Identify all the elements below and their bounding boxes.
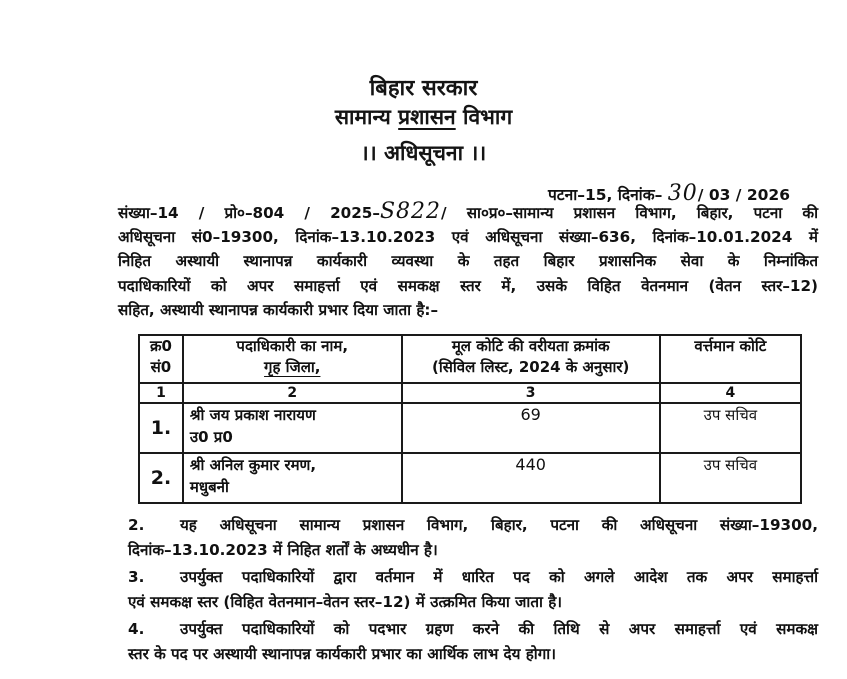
place-date-label: पटना–15, दिनांक– bbox=[548, 186, 663, 204]
paragraph-line: यह अधिसूचना सामान्य प्रशासन विभाग, बिहार, पटना की अधिसूचना संख्या–19300, bbox=[180, 516, 818, 534]
serial-number: 2. bbox=[139, 453, 183, 503]
paragraph-line: निहित अस्थायी स्थानापन्न कार्यकारी व्यवस्था के तहत बिहार प्रशासनिक सेवा के निम्नांकित bbox=[118, 252, 818, 271]
paragraph-number: 2. bbox=[128, 516, 145, 534]
header-officer-name: पदाधिकारी का नाम, गृह जिला, bbox=[183, 335, 402, 383]
table-header-row bbox=[139, 335, 801, 383]
paragraph-number: 4. bbox=[128, 620, 145, 638]
seniority-number: 440 bbox=[402, 453, 660, 503]
paragraph-line: स्तर के पद पर अस्थायी स्थानापन्न कार्यकारी प्रभार का आर्थिक लाभ देय होगा। bbox=[128, 644, 556, 663]
officer-name: श्री अनिल कुमार रमण, bbox=[189, 456, 317, 474]
home-district: मधुबनी bbox=[189, 478, 229, 496]
table-row bbox=[139, 453, 801, 503]
seniority-number: 69 bbox=[402, 403, 660, 453]
column-number: 1 bbox=[139, 383, 183, 403]
reference-prefix: संख्या–14 / प्रो०–804 / 2025– bbox=[118, 204, 380, 222]
paragraph-1 bbox=[118, 200, 818, 322]
government-name: बिहार सरकार bbox=[369, 76, 478, 101]
current-cadre: उप सचिव bbox=[660, 403, 801, 453]
paragraph-line: उपर्युक्त पदाधिकारियों द्वारा वर्तमान में धारित पद को अगले आदेश तक अपर समाहर्त्ता bbox=[180, 568, 818, 586]
header-seniority: मूल कोटि की वरीयता क्रमांक (सिविल लिस्ट, 2024 के अनुसार) bbox=[402, 335, 660, 383]
department-underlined: प्रशासन bbox=[398, 105, 456, 129]
department-prefix: सामान्य bbox=[334, 105, 391, 129]
serial-number: 1. bbox=[139, 403, 183, 453]
paragraph-4 bbox=[128, 617, 818, 666]
header-current-cadre: वर्त्तमान कोटि bbox=[660, 335, 801, 383]
home-district: उ0 प्र0 bbox=[189, 428, 233, 446]
column-number: 4 bbox=[660, 383, 801, 403]
officer-name: श्री जय प्रकाश नारायण bbox=[189, 406, 316, 424]
officer-cell bbox=[183, 403, 402, 453]
paragraph-number: 3. bbox=[128, 568, 145, 586]
column-number: 2 bbox=[183, 383, 402, 403]
notification-title: ।। अधिसूचना ।। bbox=[360, 141, 487, 165]
reference-suffix: / सा०प्र०–सामान्य प्रशासन विभाग, बिहार, पटना की bbox=[441, 204, 818, 222]
table-row bbox=[139, 403, 801, 453]
handwritten-date: 30 bbox=[667, 181, 698, 206]
header-serial: क्र0 सं0 bbox=[139, 335, 183, 383]
department-name bbox=[0, 103, 847, 131]
department-suffix: विभाग bbox=[463, 105, 513, 129]
column-number: 3 bbox=[402, 383, 660, 403]
paragraph-line: अधिसूचना सं0–19300, दिनांक–13.10.2023 एवं अधिसूचना संख्या–636, दिनांक–10.01.2024 में bbox=[118, 228, 818, 247]
paragraph-line: दिनांक–13.10.2023 में निहित शर्तों के अध्यधीन है। bbox=[128, 540, 438, 559]
reference-line bbox=[118, 200, 818, 225]
column-number-row bbox=[139, 383, 801, 403]
date-rest: / 03 / 2026 bbox=[697, 186, 790, 204]
paragraph-2 bbox=[128, 513, 818, 562]
paragraph-line: एवं समकक्ष स्तर (विहित वेतनमान–वेतन स्तर–12) में उत्क्रमित किया जाता है। bbox=[128, 592, 563, 611]
paragraph-line: पदाधिकारियों को अपर समाहर्त्ता एवं समकक्ष स्तर में, उसके विहित वेतनमान (वेतन स्तर–12) bbox=[118, 276, 818, 295]
officer-cell bbox=[183, 453, 402, 503]
officers-table bbox=[138, 334, 802, 504]
current-cadre: उप सचिव bbox=[660, 453, 801, 503]
paragraph-line: सहित, अस्थायी स्थानापन्न कार्यकारी प्रभार दिया जाता है:– bbox=[118, 300, 439, 319]
paragraph-3 bbox=[128, 565, 818, 614]
handwritten-memo-number: S822 bbox=[379, 199, 442, 224]
paragraph-line: उपर्युक्त पदाधिकारियों को पदभार ग्रहण करने की तिथि से अपर समाहर्त्ता एवं समकक्ष bbox=[180, 620, 818, 638]
